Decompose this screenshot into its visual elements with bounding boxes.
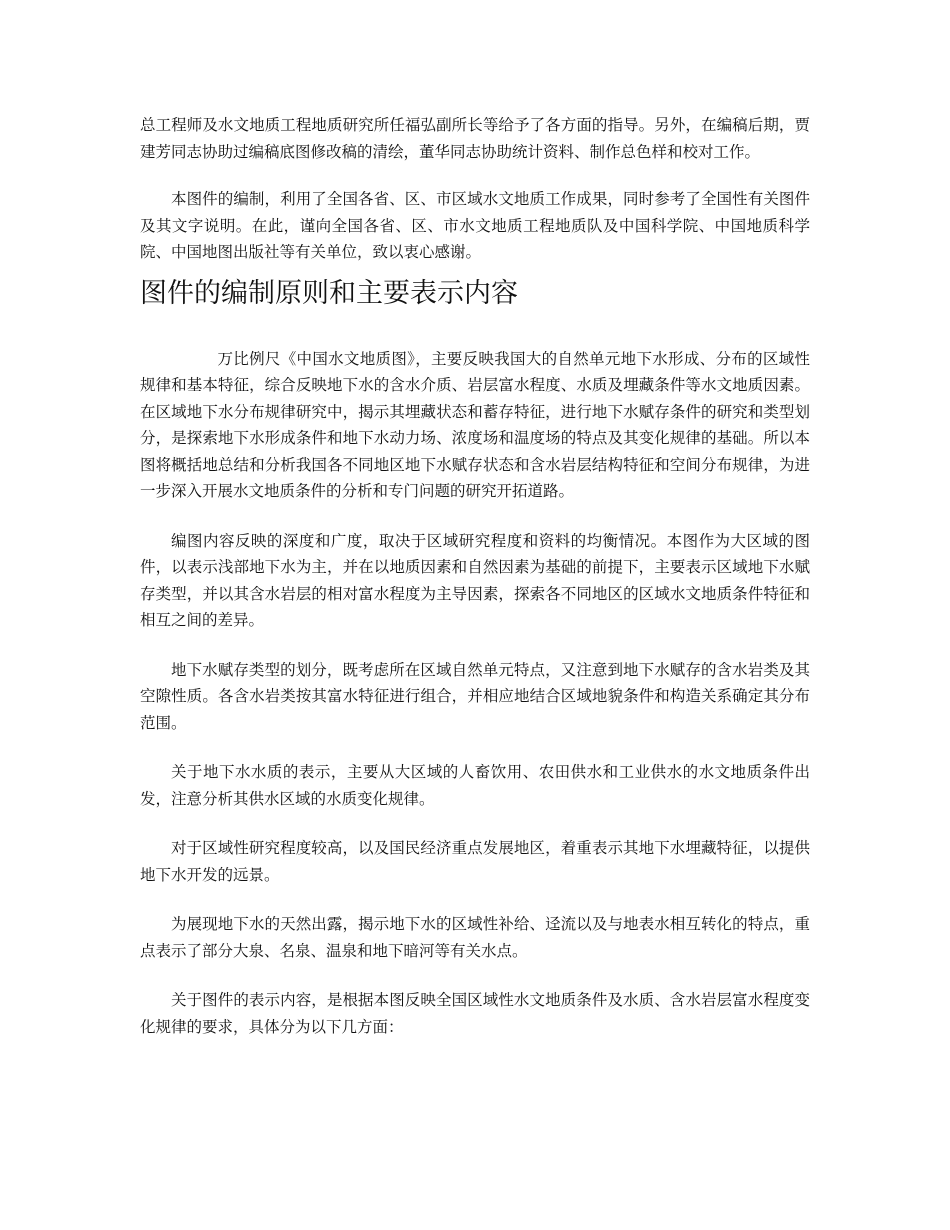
- paragraph-content-depth: 编图内容反映的深度和广度，取决于区域研究程度和资料的均衡情况。本图作为大区域的图件，以表示浅部地下水为主，并在以地质因素和自然因素为基础的前提下，主要表示区域地下水赋存类型，并以其含水岩层的相对富水程度为主导因素，探索各不同地区的区域水文地质条件特征和相互之间的差异。: [140, 531, 810, 629]
- paragraph-key-regions: 对于区域性研究程度较高，以及国民经济重点发展地区，着重表示其地下水埋藏特征，以提供地下水开发的远景。: [140, 839, 810, 884]
- paragraph-acknowledgement-continued: 总工程师及水文地质工程地质研究所任福弘副所长等给予了各方面的指导。另外，在编稿后期，贾建芳同志协助过编稿底图修改稿的清绘，董华同志协助统计资料、制作总色样和校对工作。: [140, 116, 810, 161]
- paragraph-content-categories: 关于图件的表示内容，是根据本图反映全国区域性水文地质条件及水质、含水岩层富水程度变化规律的要求，具体分为以下几方面：: [140, 991, 810, 1036]
- paragraph-water-quality: 关于地下水水质的表示，主要从大区域的人畜饮用、农田供水和工业供水的水文地质条件出发，注意分析其供水区域的水质变化规律。: [140, 763, 810, 808]
- section-heading: 图件的编制原则和主要表示内容: [140, 277, 518, 309]
- paragraph-map-overview: 万比例尺《中国水文地质图》，主要反映我国大的自然单元地下水形成、分布的区域性规律和基本特征，综合反映地下水的含水介质、岩层富水程度、水质及埋藏条件等水文地质因素。在区域地下水分布规律研究中，揭示其埋藏状态和蓄存特征，进行地下水赋存条件的研究和类型划分，是探索地下水形成条件和地下水动力场、浓度场和温度场的特点及其变化规律的基础。所以本图将概括地总结和分析我国各不同地区地下水赋存状态和含水岩层结构特征和空间分布规律，为进一步深入开展水文地质条件的分析和专门问题的研究开拓道路。: [140, 349, 810, 500]
- paragraph-springs: 为展现地下水的天然出露，揭示地下水的区域性补给、迳流以及与地表水相互转化的特点，重点表示了部分大泉、名泉、温泉和地下暗河等有关水点。: [140, 915, 810, 960]
- document-body: [140, 112, 810, 1040]
- paragraph-acknowledgement-thanks: 本图件的编制，利用了全国各省、区、市区域水文地质工作成果，同时参考了全国性有关图件及其文字说明。在此，谨向全国各省、区、市水文地质工程地质队及中国科学院、中国地质科学院、中国地图出版社等有关单位，致以衷心感谢。: [140, 190, 810, 261]
- paragraph-occurrence-types: 地下水赋存类型的划分，既考虑所在区域自然单元特点，又注意到地下水赋存的含水岩类及其空隙性质。各含水岩类按其富水特征进行组合，并相应地结合区域地貌条件和构造关系确定其分布范围。: [140, 660, 810, 732]
